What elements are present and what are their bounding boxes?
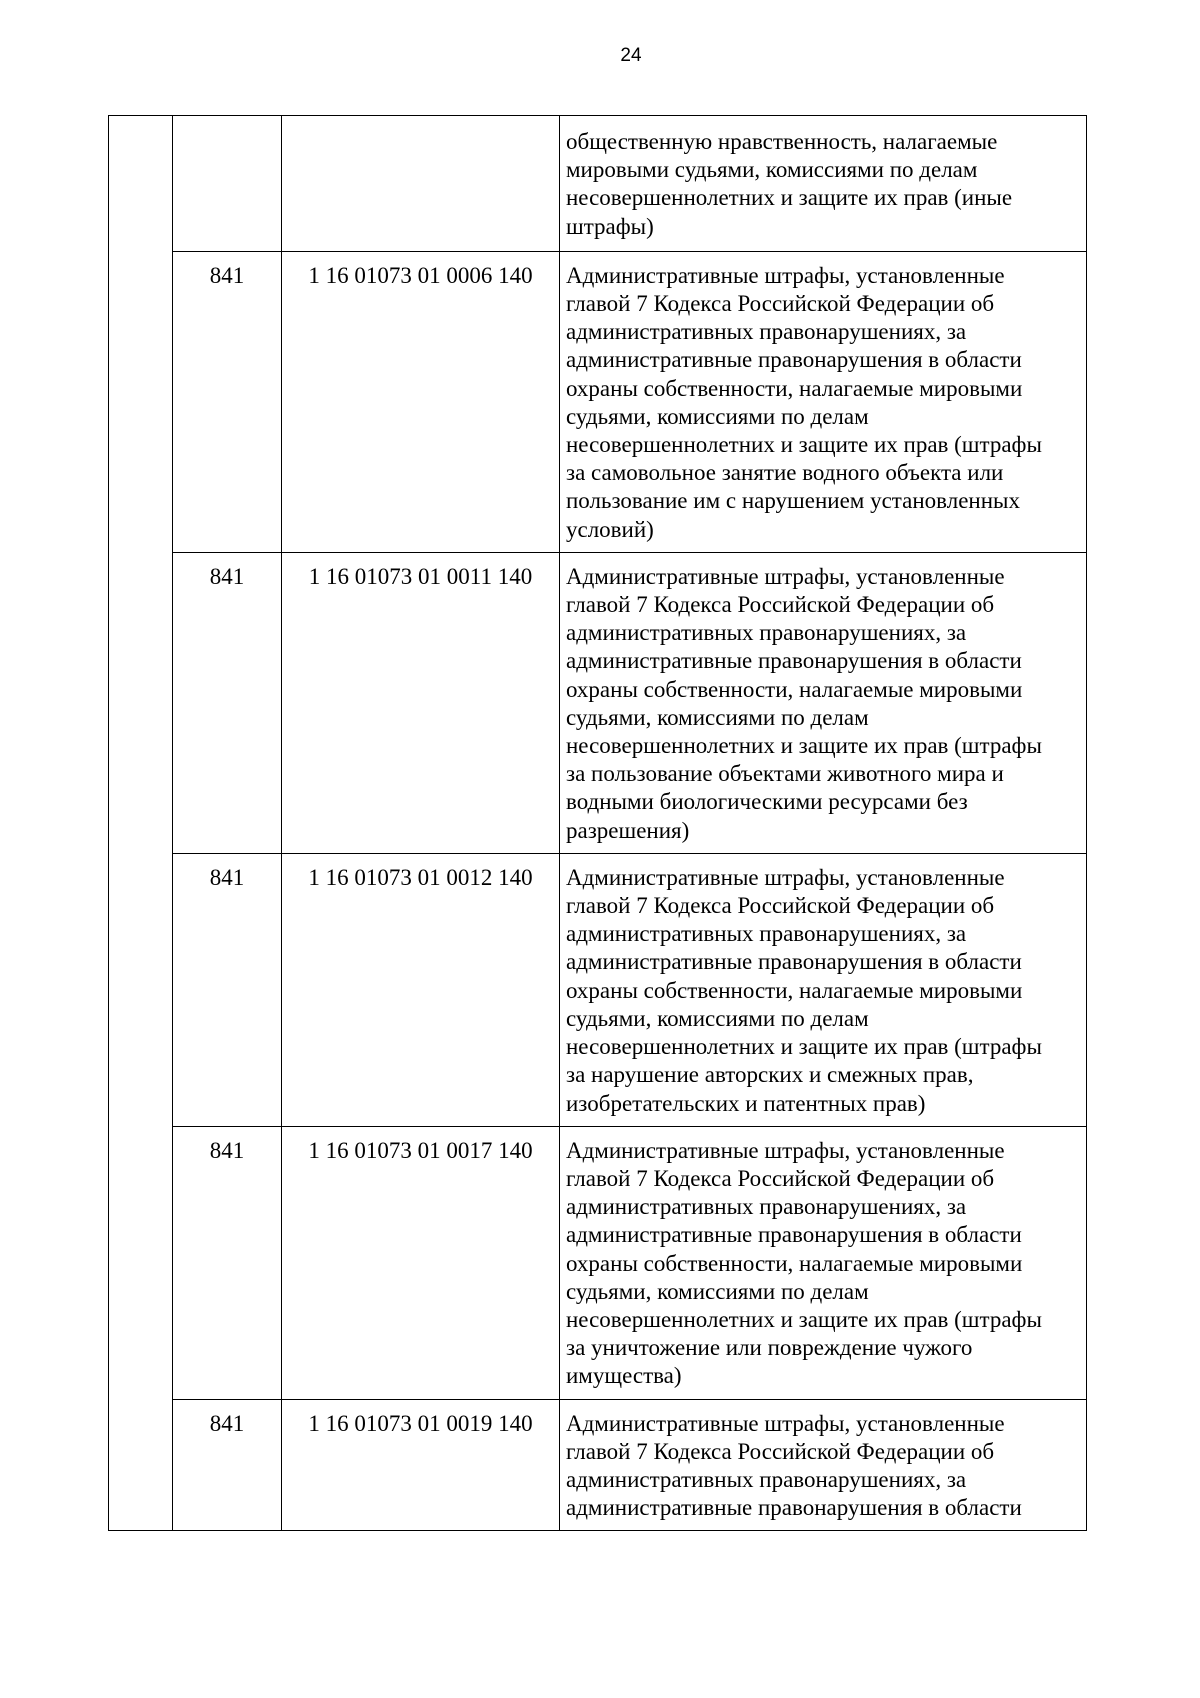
description-line: разрешения): [566, 817, 690, 843]
description-line: Административные штрафы, установленные: [566, 864, 1005, 890]
budget-code-cell: 1 16 01073 01 0017 140: [282, 1126, 560, 1399]
admin-code-cell: 841: [173, 853, 282, 1126]
description-line: административные правонарушения в области: [566, 347, 1022, 373]
description-line: общественную нравственность, налагаемые: [566, 129, 998, 154]
description-line: административных правонарушениях, за: [566, 319, 967, 345]
description-cell: [560, 1126, 1087, 1399]
description-line: главой 7 Кодекса Российской Федерации об: [566, 893, 995, 919]
description-line: пользование им с нарушением установленных: [566, 488, 1020, 514]
description-line: судьями, комиссиями по делам: [566, 403, 869, 429]
description-line: штрафы): [566, 213, 654, 239]
description-line: административных правонарушениях, за: [566, 620, 967, 646]
description-line: за самовольное занятие водного объекта или: [566, 460, 1004, 486]
description-line: судьями, комиссиями по делам: [566, 704, 869, 730]
description-line: главой 7 Кодекса Российской Федерации об: [566, 592, 995, 618]
description-line: несовершеннолетних и защите их прав (штрафы: [566, 733, 1042, 759]
description-line: за пользование объектами животного мира и: [566, 761, 1004, 787]
description-line: водными биологическими ресурсами без: [566, 789, 968, 815]
description-line: судьями, комиссиями по делам: [566, 1005, 869, 1031]
description-line: административные правонарушения в области: [566, 648, 1022, 674]
description-cell: [560, 116, 1087, 252]
description-line: охраны собственности, налагаемые мировыми: [566, 375, 1023, 401]
description-line: главой 7 Кодекса Российской Федерации об: [566, 291, 995, 317]
description-line: административные правонарушения в области: [566, 949, 1022, 975]
description-line: условий): [566, 516, 654, 542]
description-line: Административные штрафы, установленные: [566, 262, 1005, 288]
description-line: за нарушение авторских и смежных прав,: [566, 1062, 974, 1088]
table-row: [109, 1399, 1087, 1531]
table-body: [109, 116, 1087, 1531]
description-line: административные правонарушения в области: [566, 1222, 1022, 1248]
admin-code-cell: 841: [173, 552, 282, 853]
description-line: охраны собственности, налагаемые мировыми: [566, 977, 1023, 1003]
admin-code-cell: 841: [173, 1399, 282, 1531]
budget-code-cell: 1 16 01073 01 0011 140: [282, 552, 560, 853]
description-line: охраны собственности, налагаемые мировыми: [566, 676, 1023, 702]
table-row: [109, 1126, 1087, 1399]
description-line: за уничтожение или повреждение чужого: [566, 1335, 973, 1361]
description-line: изобретательских и патентных прав): [566, 1090, 926, 1116]
empty-first-column-cell: [109, 116, 173, 1531]
description-line: Административные штрафы, установленные: [566, 563, 1005, 589]
budget-code-cell: 1 16 01073 01 0012 140: [282, 853, 560, 1126]
description-line: несовершеннолетних и защите их прав (штрафы: [566, 432, 1042, 458]
admin-code-cell: [173, 116, 282, 252]
admin-code-cell: 841: [173, 251, 282, 552]
budget-codes-table: [108, 115, 1087, 1531]
description-line: Административные штрафы, установленные: [566, 1410, 1005, 1436]
description-line: главой 7 Кодекса Российской Федерации об: [566, 1438, 995, 1464]
page-number: 24: [620, 45, 642, 66]
table-row: [109, 853, 1087, 1126]
description-line: административных правонарушениях, за: [566, 1194, 967, 1220]
description-line: Административные штрафы, установленные: [566, 1137, 1005, 1163]
table-row: [109, 116, 1087, 252]
description-line: административные правонарушения в области: [566, 1495, 1022, 1521]
description-line: судьями, комиссиями по делам: [566, 1278, 869, 1304]
table-row: [109, 552, 1087, 853]
table-row: [109, 251, 1087, 552]
description-line: административных правонарушениях, за: [566, 921, 967, 947]
description-cell: [560, 552, 1087, 853]
description-line: мировыми судьями, комиссиями по делам: [566, 157, 978, 183]
description-cell: [560, 853, 1087, 1126]
description-cell: [560, 251, 1087, 552]
description-line: охраны собственности, налагаемые мировыми: [566, 1250, 1023, 1276]
description-line: главой 7 Кодекса Российской Федерации об: [566, 1165, 995, 1191]
admin-code-cell: 841: [173, 1126, 282, 1399]
description-cell: [560, 1399, 1087, 1531]
budget-code-cell: [282, 116, 560, 252]
description-line: административных правонарушениях, за: [566, 1466, 967, 1492]
description-line: несовершеннолетних и защите их прав (иные: [566, 185, 1013, 211]
description-line: имущества): [566, 1363, 682, 1389]
description-line: несовершеннолетних и защите их прав (штрафы: [566, 1306, 1042, 1332]
budget-code-cell: 1 16 01073 01 0019 140: [282, 1399, 560, 1531]
description-line: несовершеннолетних и защите их прав (штрафы: [566, 1034, 1042, 1060]
budget-code-cell: 1 16 01073 01 0006 140: [282, 251, 560, 552]
